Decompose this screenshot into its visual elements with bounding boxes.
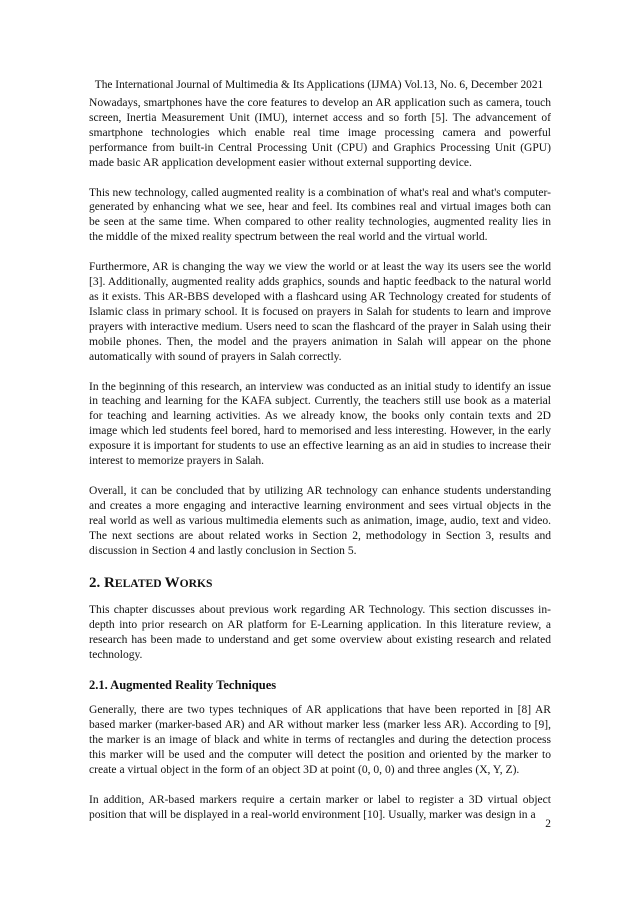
paragraph-intro-2: This new technology, called augmented reality is a combination of what's real and what's computer-generated by enhancing what we see, hear and feel. Its combines real and virtual images both can be seen at the same time. When compared to other reality technologies, augmented reality lies in the middle of the mixed reality spectrum between the real world and the virtual world. xyxy=(89,186,551,244)
section-title-cap-2: W xyxy=(164,575,180,592)
paragraph-intro-3: Furthermore, AR is changing the way we view the world or at least the way its users see the world [3]. Additionally, augmented reality adds graphics, sounds and haptic feedback to the natural world as it exists. This AR-BBS developed with a flashcard using AR Technology created for students of Islamic class in primary school. It is focused on prayers in Salah for students to learn and improve prayers with interactive medium. Users need to scan the flashcard of the prayer in Salah using their mobile phones. Then, the model and the prayers animation in Salah will appear on the phone automatically with sound of prayers in Salah correctly. xyxy=(89,261,551,363)
paragraph-intro-5: Overall, it can be concluded that by utilizing AR technology can enhance students understanding and creates a more engaging and interactive learning environment and sees virtual objects in the real world as well as various multimedia elements such as animation, image, audio, text and video. The next sections are about related works in Section 2, methodology in Section 3, results and discussion in Section 4 and lastly conclusion in Section 5. xyxy=(89,484,551,557)
section-title-cap-1: R xyxy=(104,575,115,592)
paragraph-ar-techniques-1: Generally, there are two types techniques of AR applications that have been reported in [8] AR based marker (marker-based AR) and AR without marker less (marker less AR). According to [9], the marker is an image of black and white in terms of rectangles and during the detection process this marker will be used and the computer will detect the position and oriented by the marker to create a virtual object in the form of an object 3D at point (0, 0, 0) and three angles (X, Y, Z). xyxy=(89,704,551,776)
section-number: 2. xyxy=(89,575,101,592)
paragraph-ar-techniques-2: In addition, AR-based markers require a certain marker or label to register a 3D virtual object position that will be displayed in a real-world environment [10]. Usually, marker was design in a xyxy=(89,793,551,821)
paragraph-intro-4: In the beginning of this research, an interview was conducted as an initial study to identify an issue in teaching and learning for the KAFA subject. Currently, the teachers still use book as a material for teaching and learning activities. As we already know, the books only contain texts and 2D image which led students feel bored, hard to memorised and less interesting. However, in the early exposure it is important for students to use an effective learning as an aid in studies to increase their interest to memorize prayers in Salah. xyxy=(89,380,551,468)
page-number: 2 xyxy=(545,818,551,830)
running-header: The International Journal of Multimedia & Its Applications (IJMA) Vol.13, No. 6, December 2021 xyxy=(94,79,544,91)
section-title-small-2: ORKS xyxy=(179,577,213,591)
paragraph-intro-1: Nowadays, smartphones have the core features to develop an AR application such as camera, touch screen, Inertia Measurement Unit (IMU), internet access and so forth [5]. The advancement of smartphone technologies which enable real time image processing camera and powerful performance from built-in Central Processing Unit (CPU) and Graphics Processing Unit (GPU) made basic AR application development easier without external supporting device. xyxy=(89,97,551,169)
section-heading-related-works xyxy=(89,574,551,593)
body-content xyxy=(89,96,551,837)
section-title-small-1: ELATED xyxy=(114,577,165,591)
subsection-heading-ar-techniques: 2.1. Augmented Reality Techniques xyxy=(89,678,277,693)
paragraph-related-works: This chapter discusses about previous work regarding AR Technology. This section discusses in-depth into prior research on AR platform for E-Learning application. In this literature review, a research has been made to understand and get some overview about existing research and related technology. xyxy=(89,604,551,662)
